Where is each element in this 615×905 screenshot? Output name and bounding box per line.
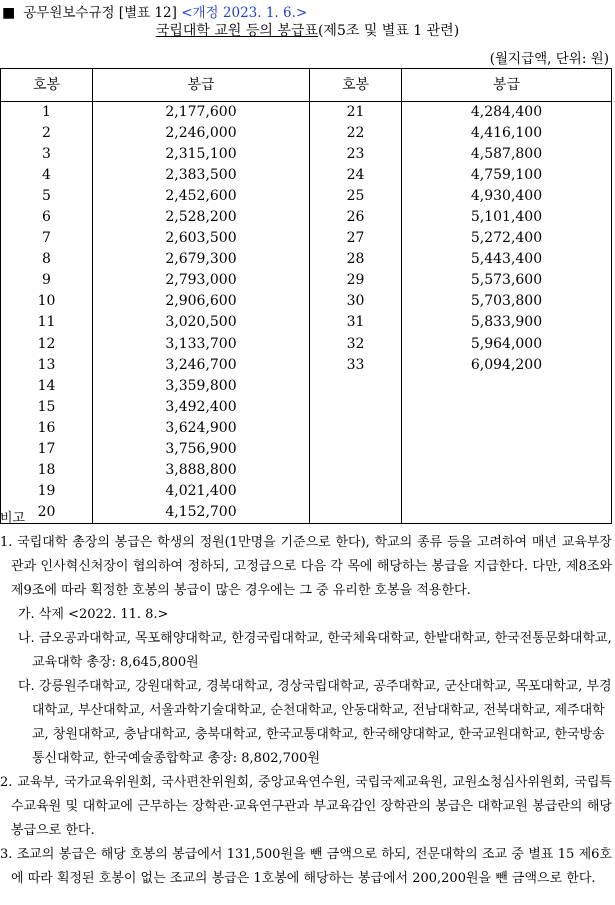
table-row xyxy=(1,291,612,312)
step-cell: 16 xyxy=(1,418,93,439)
step-cell: 13 xyxy=(1,355,93,376)
table-row xyxy=(1,270,612,291)
pay-cell: 2,246,000 xyxy=(93,123,310,144)
table-row xyxy=(1,334,612,355)
step-cell: 32 xyxy=(310,334,402,355)
pay-cell xyxy=(402,439,612,460)
pay-cell: 5,272,400 xyxy=(402,228,612,249)
table-row xyxy=(1,460,612,481)
step-cell: 5 xyxy=(1,186,93,207)
header-pay-left: 봉급 xyxy=(93,69,310,102)
pay-cell: 6,094,200 xyxy=(402,355,612,376)
table-header-row xyxy=(1,69,612,102)
table-row xyxy=(1,123,612,144)
pay-cell: 3,359,800 xyxy=(93,376,310,397)
pay-cell: 3,246,700 xyxy=(93,355,310,376)
unit-label: (월지급액, 단위: 원) xyxy=(489,51,609,67)
subitem-label: 나. xyxy=(18,631,35,646)
pay-cell: 2,603,500 xyxy=(93,228,310,249)
step-cell: 28 xyxy=(310,249,402,270)
step-cell xyxy=(310,460,402,481)
table-row xyxy=(1,355,612,376)
pay-cell: 2,906,600 xyxy=(93,291,310,312)
step-cell: 21 xyxy=(310,102,402,124)
pay-cell xyxy=(402,376,612,397)
pay-cell: 4,021,400 xyxy=(93,481,310,502)
step-cell: 31 xyxy=(310,312,402,333)
pay-cell: 3,492,400 xyxy=(93,397,310,418)
pay-cell xyxy=(402,481,612,502)
step-cell xyxy=(310,418,402,439)
table-row xyxy=(1,439,612,460)
remark-item-2: 2. 교육부, 국가교육위원회, 국사편찬위원회, 중앙교육연수원, 국립국제교육원, 교원소청심사위원회, 국립특수교육원 및 대학교에 근무하는 장학관·교육연구관과 부교육감인 장학관의 봉급은 대학교원 봉급란의 해당 봉급으로 한다. xyxy=(0,775,612,838)
salary-table xyxy=(0,68,612,524)
pay-cell xyxy=(402,418,612,439)
step-cell: 1 xyxy=(1,102,93,124)
subitem-text: 금오공과대학교, 목포해양대학교, 한경국립대학교, 한국체육대학교, 한밭대학교, 한국전통문화대학교, 교육대학 총장: 8,645,800원 xyxy=(32,631,612,670)
table-row xyxy=(1,207,612,228)
pay-cell: 4,284,400 xyxy=(402,102,612,124)
table-row xyxy=(1,228,612,249)
remark-subitem-ga xyxy=(0,603,612,627)
pay-cell: 5,101,400 xyxy=(402,207,612,228)
header-step-right: 호봉 xyxy=(310,69,402,102)
table-row xyxy=(1,144,612,165)
square-bullet-icon: ■ xyxy=(2,5,16,21)
table-row xyxy=(1,376,612,397)
subitem-text: 강릉원주대학교, 강원대학교, 경북대학교, 경상국립대학교, 공주대학교, 군산대학교, 목포대학교, 부경대학교, 부산대학교, 서울과학기술대학교, 순천대학교, 안동대학교, 전남대학교, 전북대학교, 제주대학교, 창원대학교, 충남대학교, 충북대학교, 한국교통대학교, 한국해양대학교, 한국교원대학교, 한국방송통신대학교, 한국예술종합학교 총장: 8,802,700원 xyxy=(32,679,612,766)
step-cell: 7 xyxy=(1,228,93,249)
step-cell: 6 xyxy=(1,207,93,228)
regulation-name: 공무원보수규정 [별표 12] xyxy=(23,5,177,21)
pay-cell: 5,964,000 xyxy=(402,334,612,355)
pay-cell: 4,152,700 xyxy=(93,502,310,524)
subitem-text: 삭제 <2022. 11. 8.> xyxy=(38,607,169,622)
title-main: 국립대학 교원 등의 봉급표 xyxy=(155,23,318,39)
step-cell: 22 xyxy=(310,123,402,144)
subitem-label: 가. xyxy=(18,607,35,622)
step-cell: 20 xyxy=(1,502,93,524)
amendment-link[interactable]: <개정 2023. 1. 6.> xyxy=(181,5,308,21)
table-row xyxy=(1,397,612,418)
table-row xyxy=(1,186,612,207)
step-cell xyxy=(310,481,402,502)
step-cell: 9 xyxy=(1,270,93,291)
pay-cell: 2,452,600 xyxy=(93,186,310,207)
pay-cell: 2,177,600 xyxy=(93,102,310,124)
pay-cell: 3,624,900 xyxy=(93,418,310,439)
remark-subitem-da xyxy=(0,675,612,771)
pay-cell: 2,315,100 xyxy=(93,144,310,165)
pay-cell xyxy=(402,397,612,418)
pay-cell: 3,133,700 xyxy=(93,334,310,355)
subitem-label: 다. xyxy=(18,679,35,694)
pay-cell xyxy=(402,460,612,481)
step-cell xyxy=(310,376,402,397)
step-cell: 12 xyxy=(1,334,93,355)
pay-cell: 5,443,400 xyxy=(402,249,612,270)
pay-cell: 2,679,300 xyxy=(93,249,310,270)
step-cell: 8 xyxy=(1,249,93,270)
step-cell xyxy=(310,439,402,460)
remarks-section xyxy=(0,509,612,891)
table-row xyxy=(1,418,612,439)
remark-subitem-na xyxy=(0,627,612,675)
step-cell: 29 xyxy=(310,270,402,291)
table-body xyxy=(1,102,612,524)
step-cell: 4 xyxy=(1,165,93,186)
step-cell: 18 xyxy=(1,460,93,481)
header-step-left: 호봉 xyxy=(1,69,93,102)
pay-cell: 2,793,000 xyxy=(93,270,310,291)
step-cell: 33 xyxy=(310,355,402,376)
step-cell: 27 xyxy=(310,228,402,249)
pay-cell: 5,833,900 xyxy=(402,312,612,333)
table-row xyxy=(1,481,612,502)
step-cell xyxy=(310,397,402,418)
remarks-title: 비고 xyxy=(0,511,26,526)
pay-cell: 4,416,100 xyxy=(402,123,612,144)
pay-cell: 3,020,500 xyxy=(93,312,310,333)
step-cell: 23 xyxy=(310,144,402,165)
step-cell: 14 xyxy=(1,376,93,397)
header-pay-right: 봉급 xyxy=(402,69,612,102)
pay-cell: 4,759,100 xyxy=(402,165,612,186)
step-cell: 2 xyxy=(1,123,93,144)
pay-cell: 3,888,800 xyxy=(93,460,310,481)
step-cell: 3 xyxy=(1,144,93,165)
pay-cell: 3,756,900 xyxy=(93,439,310,460)
step-cell: 25 xyxy=(310,186,402,207)
regulation-header xyxy=(2,1,307,21)
step-cell: 30 xyxy=(310,291,402,312)
step-cell: 17 xyxy=(1,439,93,460)
table-row xyxy=(1,312,612,333)
page-title xyxy=(0,20,615,40)
pay-cell: 2,383,500 xyxy=(93,165,310,186)
table-row xyxy=(1,249,612,270)
table-row xyxy=(1,102,612,124)
pay-cell: 4,930,400 xyxy=(402,186,612,207)
remark-item-1: 1. 국립대학 총장의 봉급은 학생의 정원(1만명을 기준으로 한다), 학교의 종류 등을 고려하여 매년 교육부장관과 인사혁신처장이 협의하여 정하되, 고정급으로 다음 각 목에 해당하는 봉급을 지급한다. 다만, 제8조와 제9조에 따라 획정한 호봉의 봉급이 많은 경우에는 그 중 유리한 호봉을 적용한다. xyxy=(0,535,612,598)
step-cell: 10 xyxy=(1,291,93,312)
step-cell: 15 xyxy=(1,397,93,418)
remark-item-3: 3. 조교의 봉급은 해당 호봉의 봉급에서 131,500원을 뺀 금액으로 하되, 전문대학의 조교 중 별표 15 제6호에 따라 획정된 호봉이 없는 조교의 봉급은 1호봉에 해당하는 봉급에서 200,200원을 뺀 금액으로 한다. xyxy=(0,847,612,886)
pay-cell: 2,528,200 xyxy=(93,207,310,228)
table-row xyxy=(1,165,612,186)
pay-cell: 5,703,800 xyxy=(402,291,612,312)
pay-cell: 4,587,800 xyxy=(402,144,612,165)
step-cell: 26 xyxy=(310,207,402,228)
step-cell: 11 xyxy=(1,312,93,333)
step-cell: 24 xyxy=(310,165,402,186)
pay-cell: 5,573,600 xyxy=(402,270,612,291)
step-cell: 19 xyxy=(1,481,93,502)
title-suffix: (제5조 및 별표 1 관련) xyxy=(317,23,460,39)
